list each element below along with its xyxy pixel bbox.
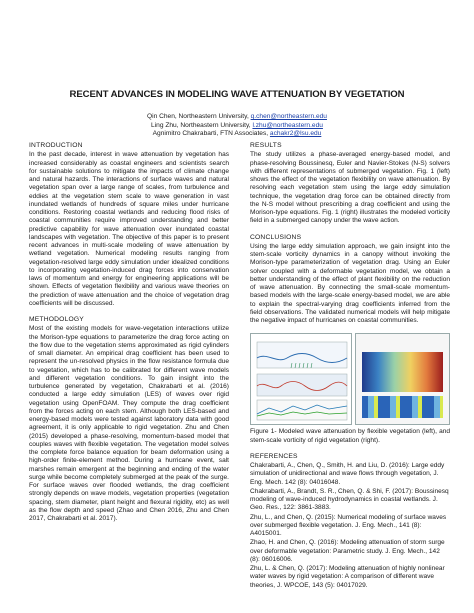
methodology-heading: METHODOLOGY bbox=[29, 316, 84, 323]
methodology-text: Most of the existing models for wave-vegetation interactions utilize the Morison-type equations to parameterize the drag force acting on the flow due to the vegetation stems approximated as rigid cylinders of small diameter. An empirical drag coefficient has been used to represent the un-resolved physics in the flow resistance formula due to vegetation, which has to be calibrated for different wave models and different vegetation conditions. To gain insight into the turbulence generated by vegetation, Chakrabarti et al. (2016) conducted a large eddy simulation (LES) of waves over rigid vegetation using OpenFOAM. They compute the drag coefficient from the forces acting on each stem. Although both LES-based and energy-based models were tested against laboratory data with good agreement, it is only applicable to rigid vegetation. Zhu and Chen (2015) developed a phase-resolving, momentum-based model that couples waves with flexible vegetation. The vegetation model solves the complete force balance equation for beam deformation using a high-order finite-element method. During a hurricane event, salt marshes remain emergent at the beginning and ending of the water surge while become completely submerged at the peak of the surge. For surface waves over flooded wetlands, the drag coefficient strongly depends on wave models, vegetation properties (vegetation spacing, stem diameter, plant height and flexural rigidity, etc) as well as the flow depth and speed (Zhao and Chen 2016, Zhu and Chen 2017, Chakrabarti et al. 2017). bbox=[29, 325, 229, 522]
paper-title: RECENT ADVANCES IN MODELING WAVE ATTENUATION BY VEGETATION bbox=[69, 89, 405, 100]
conclusions-heading: CONCLUSIONS bbox=[250, 233, 302, 241]
results-heading: RESULTS bbox=[250, 142, 282, 149]
introduction-text: In the past decade, interest in wave attenuation by vegetation has increased considerably as coastal engineers and scientists search for sustainable solutions to mitigate the impacts of climate change and natural hazards. The interactions of surface waves and natural vegetation span over a large range of scales, from turbulence and eddies at the vegetation stem scale to wave generation in vast inundated wetlands of hundreds of square miles under hurricane conditions. Restoring coastal wetlands and reducing flood risks of coastal communities require improved understanding and better predictive capability for wave attenuation over inundated coastal landscapes with vegetation. The objective of this paper is to present recent advances in multi-scale modeling of wave attenuation by wetland vegetation. Numerical modeling results ranging from vegetation-resolved large eddy simulation under idealized conditions to incorporating vegetation-induced drag forces into conservation laws of momentum and energy for engineering applications will be shown. Effects of vegetation flexibility and various wave theories on the prediction of wave attenuation and the choice of vegetation drag coefficients will be discussed. bbox=[29, 151, 229, 307]
flexible-vegetation-plot bbox=[251, 334, 352, 425]
references-list bbox=[250, 462, 450, 590]
left-column bbox=[29, 142, 229, 531]
reference-item: Chakrabarti, A., Chen, Q., Smith, H. and Liu, D. (2016): Large eddy simulation of unidirectional and wave flows through vegetation, J. Eng. Mech. 142 (8): 04016048. bbox=[250, 462, 445, 486]
author-email-link[interactable]: q.chen@northeastern.edu bbox=[250, 113, 327, 120]
reference-item: Zhu, L. & Chen, Q. (2017): Modeling attenuation of highly nonlinear water waves by rigid vegetation: A comparison of different wave theories, J. WPCOE, 143 (5): 04017029. bbox=[250, 565, 445, 589]
introduction-heading: INTRODUCTION bbox=[29, 142, 83, 149]
author-email-link[interactable]: l.zhu@northeastern.edu bbox=[252, 121, 323, 129]
results-text: The study utilizes a phase-averaged energy-based model, and phase-resolving Boussinesq, Euler and Navier-Stokes (N-S) solvers with different representations of submerged vegetation. Fig. 1 (left) shows the effect of the vegetation flexibility on wave attenuation. By resolving each vegetation stem using the large eddy simulation technique, the vegetation drag force can be obtained directly from the N-S model without prescribing a drag coefficient and using the Morison-type equations. Fig. 1 (right) illustrates the modeled vorticity field in a submerged canopy under the wave action. bbox=[250, 151, 450, 225]
conclusions-text: Using the large eddy simulation approach, we gain insight into the stem-scale vorticity dynamics in a canopy without invoking the Morison-type parameterization of vegetation drag. Using an Euler solver coupled with a deformable vegetation model, we obtain a better understanding of the effect of plant flexibility on the reduction of wave attenuation. By connecting the small-scale momentum-based models with the large-scale energy-based model, we are able to explain the spectral-varying drag coefficients inferred from the field observations. The validated numerical models will help mitigate the negative impact of hurricanes on coastal communities. bbox=[250, 242, 450, 324]
reference-item: Chakrabarti, A., Brandt, S. R., Chen, Q. & Shi, F. (2017): Boussinesq modeling of wave-induced hydrodynamics in coastal wetlands. J. Geo. Res., 122: 3861-3883. bbox=[250, 487, 449, 512]
vorticity-field-image bbox=[362, 352, 443, 392]
references-heading: REFERENCES bbox=[250, 452, 298, 460]
right-column bbox=[250, 142, 450, 591]
figure-1 bbox=[250, 333, 450, 425]
reference-item: Zhu, L., and Chen, Q. (2015): Numerical modeling of surface waves over submerged flexible vegetation. J. Eng. Mech., 141 (8): A4015001. bbox=[250, 513, 447, 537]
figure-1-left-image bbox=[250, 333, 352, 425]
author-email-link[interactable]: achakr2@lsu.edu bbox=[269, 130, 322, 138]
author-block bbox=[40, 113, 434, 139]
author-line: Ling Zhu, Northeastern University, l.zhu@northeastern.edu bbox=[151, 121, 323, 129]
reference-item: Zhao, H. and Chen, Q. (2016): Modeling attenuation of storm surge over deformable vegetation: Parametric study. J. Eng. Mech., 142 (8): 06016006. bbox=[250, 539, 445, 563]
author-line: Agnimitro Chakrabarti, FTN Associates, achakr2@lsu.edu bbox=[152, 130, 322, 138]
canopy-stems-image bbox=[362, 396, 443, 418]
figure-1-caption: Figure 1- Modeled wave attenuation by flexible vegetation (left), and stem-scale vorticity of rigid vegetation (right). bbox=[250, 428, 450, 444]
figure-1-right-image bbox=[355, 333, 450, 425]
author-line: Qin Chen, Northeastern University, q.chen@northeastern.edu bbox=[147, 113, 327, 120]
